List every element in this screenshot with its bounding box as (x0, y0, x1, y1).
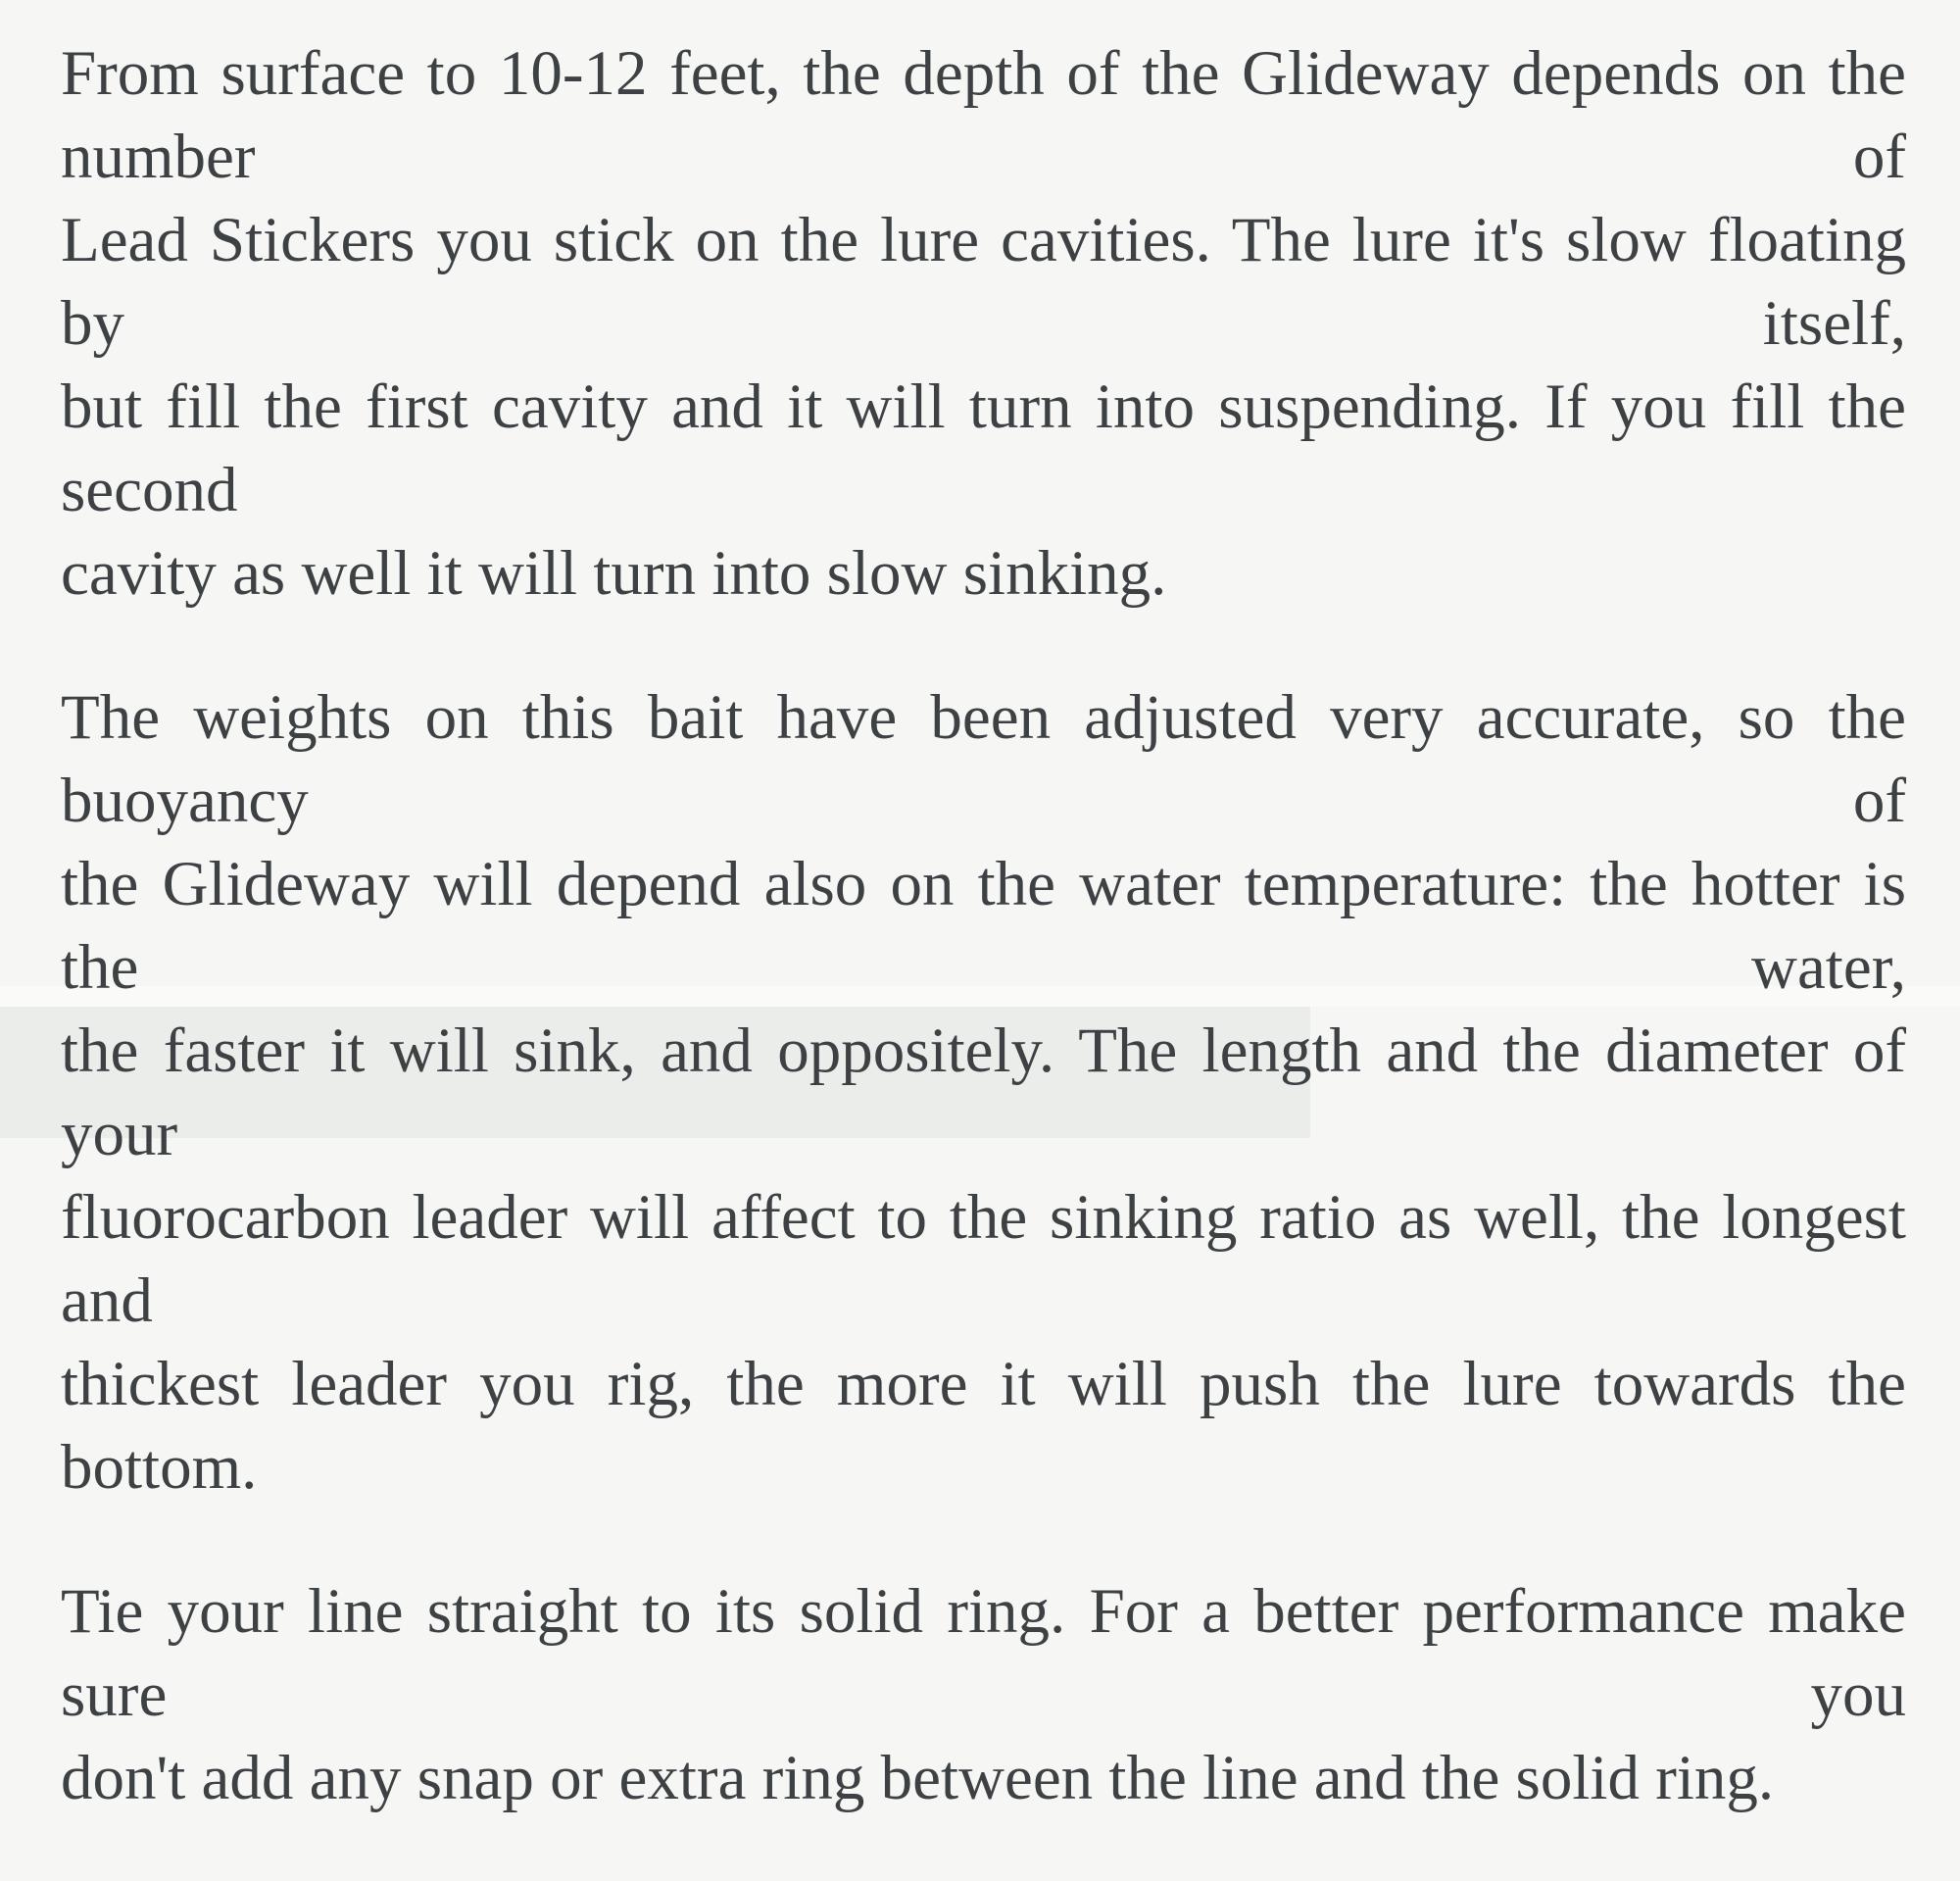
text-line: thickest leader you rig, the more it will push the lure towards the bottom. (61, 1349, 1906, 1503)
text-line: the faster it will sink, and oppositely. The length and the diameter of your (61, 1015, 1906, 1169)
text-line: cavity as well it will turn into slow sinking. (61, 538, 1167, 609)
paragraph-buoyancy-info (61, 676, 1906, 1510)
paragraph-depth-info (61, 32, 1906, 616)
text-line: The weights on this bait have been adjusted very accurate, so the buoyancy of (61, 682, 1906, 836)
text-line: the Glideway will depend also on the water temperature: the hotter is the water, (61, 849, 1906, 1003)
article-text (61, 32, 1906, 1881)
text-line: From surface to 10-12 feet, the depth of the Glideway depends on the number of (61, 38, 1906, 192)
text-line: don't add any snap or extra ring between the line and the solid ring. (61, 1743, 1775, 1813)
text-line: Lead Stickers you stick on the lure cavities. The lure it's slow floating by itself, (61, 205, 1906, 359)
paragraph-rigging-info (61, 1570, 1906, 1820)
text-line: fluorocarbon leader will affect to the sinking ratio as well, the longest and (61, 1182, 1906, 1336)
text-line: Tie your line straight to its solid ring. For a better performance make sure you (61, 1576, 1906, 1730)
text-line: but fill the first cavity and it will turn into suspending. If you fill the second (61, 371, 1906, 525)
